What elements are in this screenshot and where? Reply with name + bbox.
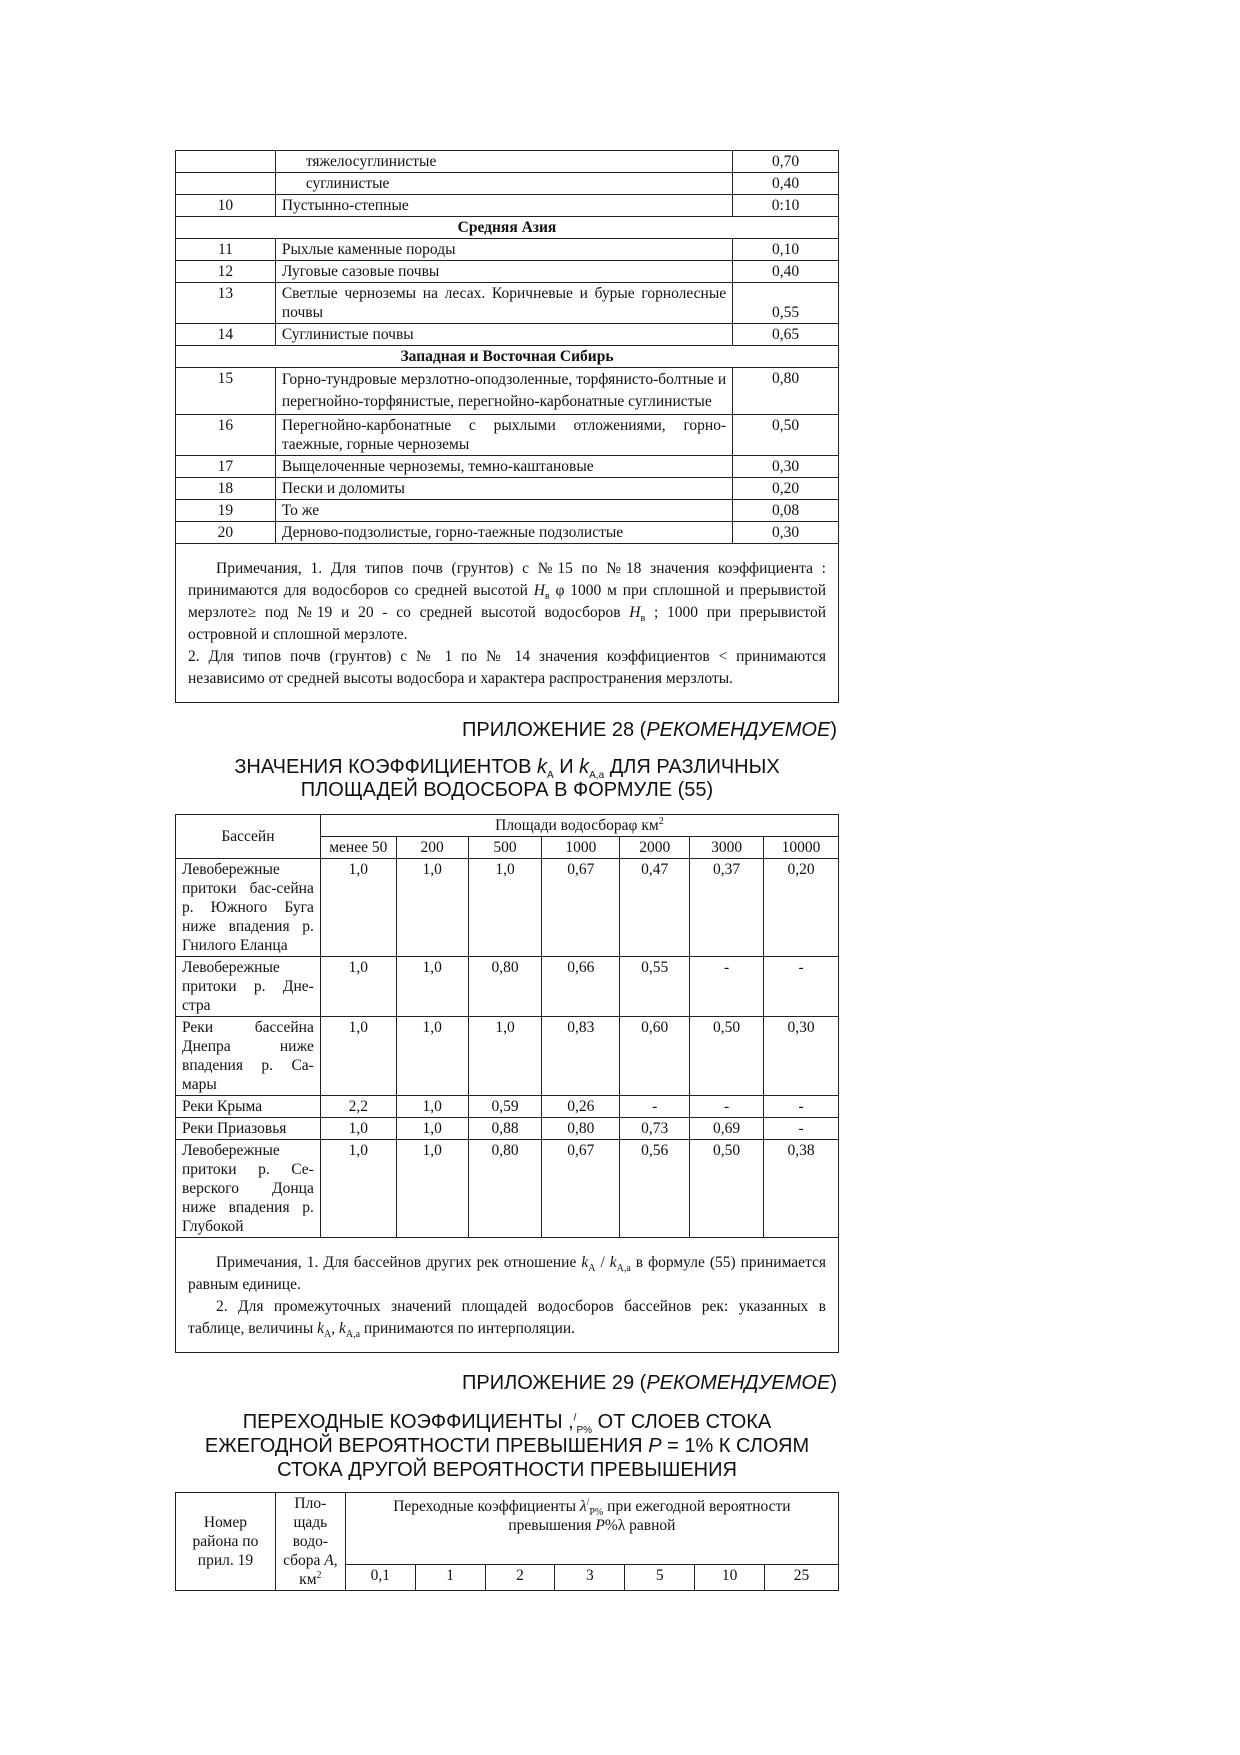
coefficient-value: 1,0 bbox=[320, 957, 396, 1017]
coefficient-value: 0:10 bbox=[733, 195, 839, 217]
row-number: 10 bbox=[176, 195, 276, 217]
table-row bbox=[176, 500, 839, 522]
coefficient-value: 1,0 bbox=[396, 1118, 468, 1140]
table-row bbox=[176, 1017, 839, 1096]
coefficient-value: 0,80 bbox=[468, 957, 542, 1017]
section-row bbox=[176, 346, 839, 368]
probability-header: 25 bbox=[765, 1565, 839, 1591]
row-number: 18 bbox=[176, 478, 276, 500]
region-header: Номер района по прил. 19 bbox=[176, 1493, 276, 1591]
row-number bbox=[176, 173, 276, 195]
coefficient-value: 0,55 bbox=[733, 283, 839, 324]
coefficient-value: 0,50 bbox=[690, 1017, 764, 1096]
coefficient-value: - bbox=[764, 957, 839, 1017]
area-header: 1000 bbox=[542, 837, 620, 859]
coefficient-value: 0,65 bbox=[733, 324, 839, 346]
coefficient-value: 0,38 bbox=[764, 1140, 839, 1238]
appendix-29-title: ПЕРЕХОДНЫЕ КОЭФФИЦИЕНТЫ $,^/_{P\%}$ ОТ СЛОЕВ СТОКА ЕЖЕГОДНОЙ ВЕРОЯТНОСТИ ПРЕВЫШЕНИЯ P = 1% К СЛОЯМ СТОКА ДРУГОЙ ВЕРОЯТНОСТИ ПРЕВЫШЕНИЯ bbox=[204, 1411, 810, 1481]
coefficient-value: 0,66 bbox=[542, 957, 620, 1017]
coefficient-value: 0,70 bbox=[733, 151, 839, 173]
coefficient-value: 1,0 bbox=[396, 1017, 468, 1096]
section-title: Средняя Азия bbox=[176, 217, 839, 239]
coefficient-value: 0,08 bbox=[733, 500, 839, 522]
coefficient-value: 1,0 bbox=[396, 859, 468, 957]
row-number: 11 bbox=[176, 239, 276, 261]
appendix-28-heading: ПРИЛОЖЕНИЕ 28 (РЕКОМЕНДУЕМОЕ) bbox=[461, 719, 837, 741]
coefficient-value: 1,0 bbox=[468, 859, 542, 957]
table-row bbox=[176, 173, 839, 195]
coefficient-value: 0,20 bbox=[764, 859, 839, 957]
soil-type: Луговые сазовые почвы bbox=[275, 261, 732, 283]
soil-type: Рыхлые каменные породы bbox=[275, 239, 732, 261]
soil-note-1: Примечания, 1. Для типов почв (грунтов) с №15 по №18 значения коэффициента : принимаются для водосборов со средней высотой $H_в$ φ 1000 м при сплошной и прерывистой мерзлоте≥ под №19 и 20 - со средней высотой водосборов $H_в$ ; 1000 при прерывистой островной и сплошной мерзлоте. bbox=[188, 560, 827, 643]
table-row bbox=[176, 324, 839, 346]
table-row bbox=[176, 239, 839, 261]
coefficient-value: 0,73 bbox=[620, 1118, 690, 1140]
coefficient-value: 1,0 bbox=[468, 1017, 542, 1096]
basin-name: Реки Крыма bbox=[176, 1096, 321, 1118]
row-number: 16 bbox=[176, 415, 276, 456]
coefficient-value: 1,0 bbox=[320, 859, 396, 957]
coefficient-value: 0,37 bbox=[690, 859, 764, 957]
coefficient-value: - bbox=[764, 1096, 839, 1118]
coefficient-value: 0,30 bbox=[733, 522, 839, 544]
basin-name: Левобережные притоки бас-сейна р. Южного Буга ниже впадения р. Гнилого Еланца bbox=[176, 859, 321, 957]
table-row bbox=[176, 1096, 839, 1118]
coefficient-value: 0,80 bbox=[542, 1118, 620, 1140]
coefficient-value: 0,67 bbox=[542, 859, 620, 957]
soil-type: Выщелоченные черноземы, темно-каштановые bbox=[275, 456, 732, 478]
coefficient-value: 1,0 bbox=[396, 957, 468, 1017]
row-number: 19 bbox=[176, 500, 276, 522]
soil-type: тяжелосуглинистые bbox=[275, 151, 732, 173]
basin-name: Реки Приазовья bbox=[176, 1118, 321, 1140]
coefficient-value: 0,50 bbox=[733, 415, 839, 456]
section-title: Западная и Восточная Сибирь bbox=[176, 346, 839, 368]
table-row bbox=[176, 368, 839, 415]
area-header: 2000 bbox=[620, 837, 690, 859]
coefficient-value: 0,55 bbox=[620, 957, 690, 1017]
table-row bbox=[176, 195, 839, 217]
area-header: 3000 bbox=[690, 837, 764, 859]
coefficient-value: 0,69 bbox=[690, 1118, 764, 1140]
basin-name: Левобережные притоки р. Дне-стра bbox=[176, 957, 321, 1017]
table-row bbox=[176, 283, 839, 324]
coefficient-value: 0,80 bbox=[733, 368, 839, 415]
coefficient-value: 0,59 bbox=[468, 1096, 542, 1118]
area-header: 10000 bbox=[764, 837, 839, 859]
coefficient-value: 1,0 bbox=[396, 1096, 468, 1118]
coefficient-value: - bbox=[690, 1096, 764, 1118]
appendix-28-title: ЗНАЧЕНИЯ КОЭФФИЦИЕНТОВ $k_A$ И $k_{A,a}$ ДЛЯ РАЗЛИЧНЫХ ПЛОЩАДЕЙ ВОДОСБОРА В ФОРМУЛЕ (55) bbox=[234, 756, 780, 801]
table-row bbox=[176, 957, 839, 1017]
coefficient-value: 2,2 bbox=[320, 1096, 396, 1118]
table-row bbox=[176, 522, 839, 544]
coefficient-value: 0,80 bbox=[468, 1140, 542, 1238]
probability-header: 2 bbox=[485, 1565, 555, 1591]
soil-coefficient-table bbox=[175, 150, 839, 703]
row-number: 14 bbox=[176, 324, 276, 346]
soil-type: Пески и доломиты bbox=[275, 478, 732, 500]
coefficient-value: 1,0 bbox=[396, 1140, 468, 1238]
probability-header: 1 bbox=[415, 1565, 485, 1591]
row-number: 17 bbox=[176, 456, 276, 478]
row-number: 20 bbox=[176, 522, 276, 544]
table-row bbox=[176, 456, 839, 478]
soil-note-2: 2. Для типов почв (грунтов) с № 1 по № 14 значения коэффициентов < принимаются независимо от средней высоты водосбора и характера распространения мерзлоты. bbox=[188, 648, 826, 687]
coefficient-value: 1,0 bbox=[320, 1118, 396, 1140]
coefficient-value: 0,88 bbox=[468, 1118, 542, 1140]
soil-type: Перегнойно-карбонатные с рыхлыми отложениями, горно-таежные, горные черноземы bbox=[275, 415, 732, 456]
basin-name: Левобережные притоки р. Се-верского Донца ниже впадения р. Глубокой bbox=[176, 1140, 321, 1238]
soil-table-body bbox=[176, 151, 839, 544]
area-group-header: Площади водосбораφ $км^2$ bbox=[320, 815, 838, 837]
soil-type: То же bbox=[275, 500, 732, 522]
area-header: менее 50 bbox=[320, 837, 396, 859]
table-row bbox=[176, 1140, 839, 1238]
coefficient-value: 0,60 bbox=[620, 1017, 690, 1096]
coefficient-value: 0,40 bbox=[733, 261, 839, 283]
coefficient-value: 0,67 bbox=[542, 1140, 620, 1238]
coefficient-value: 0,50 bbox=[690, 1140, 764, 1238]
basin-header: Бассейн bbox=[176, 815, 321, 859]
coefficient-value: 1,0 bbox=[320, 1140, 396, 1238]
coefficient-value: 0,83 bbox=[542, 1017, 620, 1096]
coefficient-value: - bbox=[620, 1096, 690, 1118]
appendix-29-heading: ПРИЛОЖЕНИЕ 29 (РЕКОМЕНДУЕМОЕ) bbox=[461, 1372, 837, 1394]
soil-table-notes bbox=[176, 544, 839, 703]
transition-coefficient-table bbox=[175, 1492, 839, 1591]
coefficient-value: 0,47 bbox=[620, 859, 690, 957]
table-row bbox=[176, 261, 839, 283]
coefficient-value: 0,56 bbox=[620, 1140, 690, 1238]
row-number: 12 bbox=[176, 261, 276, 283]
coefficient-value: - bbox=[690, 957, 764, 1017]
soil-type: суглинистые bbox=[275, 173, 732, 195]
table-row bbox=[176, 151, 839, 173]
coefficient-value: 0,10 bbox=[733, 239, 839, 261]
probability-header: 3 bbox=[555, 1565, 625, 1591]
basin-note-2: 2. Для промежуточных значений площадей водосборов бассейнов рек: указанных в таблице, величины $k_A$, $k_{A,a}$ принимаются по интерполяции. bbox=[188, 1298, 826, 1341]
basin-note-1: Примечания, 1. Для бассейнов других рек отношение $k_A / k_{A,a}$ в формуле (55) принимается равным единице. bbox=[188, 1254, 826, 1293]
basin-table-body bbox=[176, 859, 839, 1238]
coefficient-value: 1,0 bbox=[320, 1017, 396, 1096]
soil-type: Пустынно-степные bbox=[275, 195, 732, 217]
probability-header: 0,1 bbox=[345, 1565, 415, 1591]
coefficient-value: 0,40 bbox=[733, 173, 839, 195]
basin-name: Реки бассейна Днепра ниже впадения р. Са-мары bbox=[176, 1017, 321, 1096]
soil-type: Светлые черноземы на лесах. Коричневые и бурые горнолесные почвы bbox=[275, 283, 732, 324]
basin-coefficient-table bbox=[175, 814, 839, 1353]
area-header: 200 bbox=[396, 837, 468, 859]
row-number: 13 bbox=[176, 283, 276, 324]
probability-header: 10 bbox=[695, 1565, 765, 1591]
table-row bbox=[176, 1118, 839, 1140]
table-row bbox=[176, 415, 839, 456]
row-number bbox=[176, 151, 276, 173]
soil-type: Суглинистые почвы bbox=[275, 324, 732, 346]
coefficient-value: 0,30 bbox=[764, 1017, 839, 1096]
soil-type: Дерново-подзолистые, горно-таежные подзолистые bbox=[275, 522, 732, 544]
catchment-area-header: Пло-щадь водо-сбора A, $км^2$ bbox=[275, 1493, 345, 1591]
area-header: 500 bbox=[468, 837, 542, 859]
transition-group-header: Переходные коэффициенты $\lambda^/_{P\%}$ при ежегодной вероятности превышения P%λ равной bbox=[345, 1493, 838, 1565]
coefficient-value: - bbox=[764, 1118, 839, 1140]
coefficient-value: 0,30 bbox=[733, 456, 839, 478]
table-row bbox=[176, 859, 839, 957]
row-number: 15 bbox=[176, 368, 276, 415]
section-row bbox=[176, 217, 839, 239]
coefficient-value: 0,20 bbox=[733, 478, 839, 500]
probability-header: 5 bbox=[625, 1565, 695, 1591]
table-row bbox=[176, 478, 839, 500]
soil-type: Горно-тундровые мерзлотно-оподзоленные, торфянисто-болтные и перегнойно-торфянистые, перегнойно-карбонатные суглинистые bbox=[275, 368, 732, 415]
basin-table-notes bbox=[176, 1238, 839, 1353]
coefficient-value: 0,26 bbox=[542, 1096, 620, 1118]
